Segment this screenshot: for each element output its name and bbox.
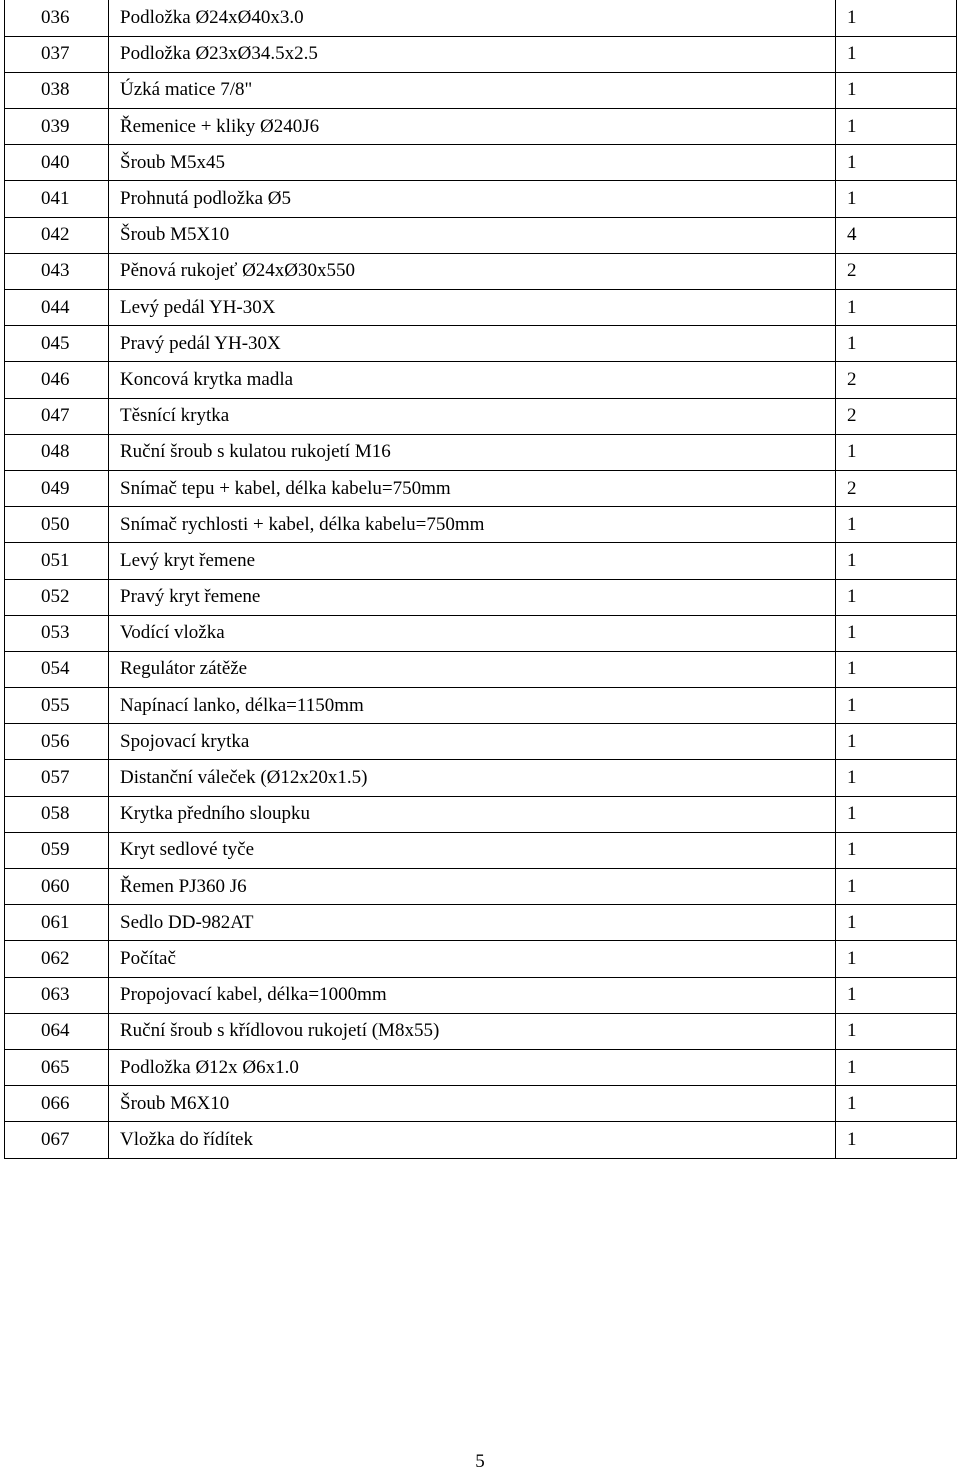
parts-table xyxy=(4,0,957,1159)
part-quantity-cell: 2 xyxy=(836,362,957,398)
part-name-cell: Propojovací kabel, délka=1000mm xyxy=(109,977,836,1013)
part-name-cell: Těsnící krytka xyxy=(109,398,836,434)
part-name-cell: Vodící vložka xyxy=(109,615,836,651)
part-number-cell: 061 xyxy=(5,905,109,941)
part-name-cell: Krytka předního sloupku xyxy=(109,796,836,832)
part-number-cell: 059 xyxy=(5,832,109,868)
part-number-cell: 037 xyxy=(5,36,109,72)
part-number-cell: 058 xyxy=(5,796,109,832)
part-quantity-cell: 1 xyxy=(836,0,957,36)
part-number-cell: 063 xyxy=(5,977,109,1013)
part-number-cell: 067 xyxy=(5,1122,109,1158)
part-number-cell: 049 xyxy=(5,470,109,506)
part-number-cell: 042 xyxy=(5,217,109,253)
part-name-cell: Úzká matice 7/8" xyxy=(109,72,836,108)
table-row xyxy=(5,217,957,253)
part-quantity-cell: 1 xyxy=(836,977,957,1013)
part-number-cell: 043 xyxy=(5,253,109,289)
part-quantity-cell: 2 xyxy=(836,253,957,289)
part-name-cell: Řemen PJ360 J6 xyxy=(109,869,836,905)
table-row xyxy=(5,326,957,362)
part-name-cell: Sedlo DD-982AT xyxy=(109,905,836,941)
table-row xyxy=(5,72,957,108)
table-row xyxy=(5,977,957,1013)
table-row xyxy=(5,579,957,615)
part-number-cell: 054 xyxy=(5,651,109,687)
part-name-cell: Podložka Ø23xØ34.5x2.5 xyxy=(109,36,836,72)
part-quantity-cell: 1 xyxy=(836,1013,957,1049)
table-row xyxy=(5,941,957,977)
part-number-cell: 062 xyxy=(5,941,109,977)
table-row xyxy=(5,470,957,506)
table-row xyxy=(5,0,957,36)
part-quantity-cell: 1 xyxy=(836,290,957,326)
part-name-cell: Podložka Ø12x Ø6x1.0 xyxy=(109,1049,836,1085)
part-name-cell: Šroub M5x45 xyxy=(109,145,836,181)
part-number-cell: 056 xyxy=(5,724,109,760)
part-quantity-cell: 1 xyxy=(836,181,957,217)
table-row xyxy=(5,434,957,470)
table-row xyxy=(5,253,957,289)
part-number-cell: 052 xyxy=(5,579,109,615)
table-row xyxy=(5,362,957,398)
part-name-cell: Počítač xyxy=(109,941,836,977)
part-quantity-cell: 1 xyxy=(836,832,957,868)
part-quantity-cell: 2 xyxy=(836,398,957,434)
part-number-cell: 039 xyxy=(5,109,109,145)
table-row xyxy=(5,796,957,832)
part-name-cell: Šroub M6X10 xyxy=(109,1086,836,1122)
part-number-cell: 044 xyxy=(5,290,109,326)
table-row xyxy=(5,688,957,724)
part-quantity-cell: 1 xyxy=(836,36,957,72)
part-name-cell: Podložka Ø24xØ40x3.0 xyxy=(109,0,836,36)
part-name-cell: Levý kryt řemene xyxy=(109,543,836,579)
part-number-cell: 065 xyxy=(5,1049,109,1085)
table-row xyxy=(5,145,957,181)
part-number-cell: 045 xyxy=(5,326,109,362)
table-row xyxy=(5,724,957,760)
table-row xyxy=(5,398,957,434)
part-quantity-cell: 1 xyxy=(836,1086,957,1122)
part-number-cell: 040 xyxy=(5,145,109,181)
table-row xyxy=(5,760,957,796)
part-quantity-cell: 1 xyxy=(836,109,957,145)
part-quantity-cell: 1 xyxy=(836,651,957,687)
table-row xyxy=(5,869,957,905)
part-quantity-cell: 1 xyxy=(836,1122,957,1158)
table-row xyxy=(5,109,957,145)
part-number-cell: 051 xyxy=(5,543,109,579)
table-row xyxy=(5,905,957,941)
part-quantity-cell: 1 xyxy=(836,796,957,832)
part-name-cell: Ruční šroub s křídlovou rukojetí (M8x55) xyxy=(109,1013,836,1049)
part-name-cell: Distanční váleček (Ø12x20x1.5) xyxy=(109,760,836,796)
page-number: 5 xyxy=(475,1451,485,1472)
table-row xyxy=(5,1122,957,1158)
part-quantity-cell: 1 xyxy=(836,724,957,760)
part-quantity-cell: 4 xyxy=(836,217,957,253)
part-quantity-cell: 1 xyxy=(836,688,957,724)
part-quantity-cell: 1 xyxy=(836,579,957,615)
part-name-cell: Řemenice + kliky Ø240J6 xyxy=(109,109,836,145)
parts-table-body xyxy=(5,0,957,1158)
part-name-cell: Snímač tepu + kabel, délka kabelu=750mm xyxy=(109,470,836,506)
part-quantity-cell: 1 xyxy=(836,941,957,977)
part-quantity-cell: 1 xyxy=(836,145,957,181)
part-number-cell: 057 xyxy=(5,760,109,796)
part-name-cell: Levý pedál YH-30X xyxy=(109,290,836,326)
part-number-cell: 064 xyxy=(5,1013,109,1049)
table-row xyxy=(5,543,957,579)
part-name-cell: Šroub M5X10 xyxy=(109,217,836,253)
part-number-cell: 041 xyxy=(5,181,109,217)
part-quantity-cell: 2 xyxy=(836,470,957,506)
part-quantity-cell: 1 xyxy=(836,905,957,941)
table-row xyxy=(5,1049,957,1085)
part-quantity-cell: 1 xyxy=(836,326,957,362)
table-row xyxy=(5,1013,957,1049)
part-number-cell: 046 xyxy=(5,362,109,398)
part-number-cell: 050 xyxy=(5,507,109,543)
part-name-cell: Vložka do řídítek xyxy=(109,1122,836,1158)
table-row xyxy=(5,290,957,326)
part-number-cell: 036 xyxy=(5,0,109,36)
table-row xyxy=(5,36,957,72)
part-name-cell: Prohnutá podložka Ø5 xyxy=(109,181,836,217)
table-row xyxy=(5,181,957,217)
part-number-cell: 048 xyxy=(5,434,109,470)
part-quantity-cell: 1 xyxy=(836,869,957,905)
part-number-cell: 047 xyxy=(5,398,109,434)
table-row xyxy=(5,615,957,651)
table-row xyxy=(5,1086,957,1122)
part-name-cell: Pravý kryt řemene xyxy=(109,579,836,615)
part-name-cell: Ruční šroub s kulatou rukojetí M16 xyxy=(109,434,836,470)
part-number-cell: 066 xyxy=(5,1086,109,1122)
part-number-cell: 053 xyxy=(5,615,109,651)
part-name-cell: Snímač rychlosti + kabel, délka kabelu=750mm xyxy=(109,507,836,543)
part-quantity-cell: 1 xyxy=(836,434,957,470)
part-name-cell: Regulátor zátěže xyxy=(109,651,836,687)
part-quantity-cell: 1 xyxy=(836,72,957,108)
table-row xyxy=(5,832,957,868)
table-row xyxy=(5,651,957,687)
part-name-cell: Pěnová rukojeť Ø24xØ30x550 xyxy=(109,253,836,289)
part-quantity-cell: 1 xyxy=(836,507,957,543)
part-quantity-cell: 1 xyxy=(836,615,957,651)
table-row xyxy=(5,507,957,543)
part-quantity-cell: 1 xyxy=(836,543,957,579)
part-quantity-cell: 1 xyxy=(836,1049,957,1085)
part-number-cell: 038 xyxy=(5,72,109,108)
part-name-cell: Koncová krytka madla xyxy=(109,362,836,398)
part-name-cell: Pravý pedál YH-30X xyxy=(109,326,836,362)
part-name-cell: Spojovací krytka xyxy=(109,724,836,760)
part-quantity-cell: 1 xyxy=(836,760,957,796)
part-name-cell: Kryt sedlové tyče xyxy=(109,832,836,868)
part-name-cell: Napínací lanko, délka=1150mm xyxy=(109,688,836,724)
part-number-cell: 060 xyxy=(5,869,109,905)
part-number-cell: 055 xyxy=(5,688,109,724)
